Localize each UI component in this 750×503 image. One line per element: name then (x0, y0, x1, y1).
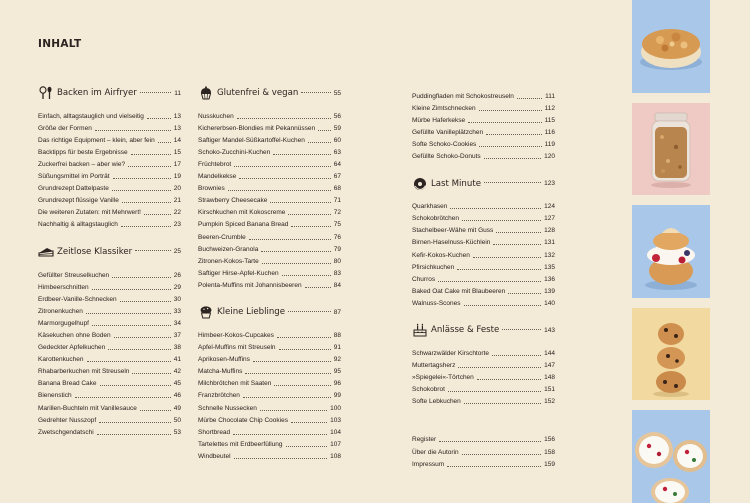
toc-entry[interactable]: Churros 136 (412, 275, 555, 283)
toc-entry[interactable]: Buchweizen-Granola 79 (198, 245, 341, 253)
tart-photo (632, 0, 710, 93)
toc-entry[interactable]: Einfach, alltagstauglich und vielseitig 13 (38, 112, 181, 120)
toc-entry[interactable]: Strawberry Cheesecake 71 (198, 197, 341, 205)
toc-entry[interactable]: Marillen-Buchteln mit Vanillesauce 49 (38, 404, 181, 412)
toc-section-glutenfrei (198, 84, 341, 289)
toc-entry[interactable]: Saftiger Mandel-Süßkartoffel-Kuchen 60 (198, 136, 341, 144)
section-heading-text: Glutenfrei & vegan (217, 88, 299, 98)
toc-entry[interactable]: Schokobrot 151 (412, 386, 555, 394)
toc-entry[interactable]: Das richtige Equipment – klein, aber fein 14 (38, 136, 181, 144)
toc-entry[interactable]: Größe der Formen 13 (38, 124, 181, 132)
toc-entry[interactable]: Mürbe Chocolate Chip Cookies 103 (198, 416, 341, 424)
toc-entry[interactable]: Erdbeer-Vanille-Schnecken 30 (38, 295, 181, 303)
section-page: 11 (174, 89, 181, 97)
toc-entry[interactable]: Nusskuchen 56 (198, 112, 341, 120)
toc-column-3 (412, 88, 555, 468)
toc-entry[interactable]: Milchbrötchen mit Saaten 96 (198, 380, 341, 388)
toc-entry[interactable]: Saftiger Hirse-Apfel-Kuchen 83 (198, 269, 341, 277)
cream-puff-photo (632, 205, 710, 298)
section-heading[interactable] (412, 175, 555, 193)
toc-entry[interactable]: Mürbe Haferkekse 115 (412, 116, 555, 124)
toc-entry[interactable]: Pumpkin Spiced Banana Bread 75 (198, 221, 341, 229)
toc-section-anlaesse (412, 321, 555, 405)
toc-entry[interactable]: Die weiteren Zutaten: mit Mehrwert! 22 (38, 209, 181, 217)
toc-entry[interactable]: Süßungsmittel im Porträt 19 (38, 173, 181, 181)
toc-entry[interactable]: Grundrezept flüssige Vanille 21 (38, 197, 181, 205)
toc-entry[interactable]: Gefüllte Vanilleplätzchen 116 (412, 128, 555, 136)
toc-entry[interactable]: Zwetschgendatschi 53 (38, 428, 181, 436)
toc-entry[interactable]: Beeren-Crumble 76 (198, 233, 341, 241)
section-page: 87 (333, 308, 341, 316)
toc-entry[interactable]: Gedeckter Apfelkuchen 38 (38, 344, 181, 352)
section-page: 55 (333, 89, 341, 97)
toc-entry[interactable]: Stachelbeer-Wähe mit Guss 128 (412, 227, 555, 235)
page-title: INHALT (38, 38, 82, 50)
toc-entry[interactable]: Impressum 159 (412, 460, 555, 468)
toc-entry[interactable]: Register 156 (412, 436, 555, 444)
toc-entry[interactable]: Kleine Zimtschnecken 112 (412, 104, 555, 112)
toc-column-1 (38, 84, 181, 436)
toc-entry[interactable]: Aprikosen-Muffins 92 (198, 356, 341, 364)
toc-entry[interactable]: Muttertagsherz 147 (412, 362, 555, 370)
toc-entry[interactable]: Zitronenkuchen 33 (38, 307, 181, 315)
toc-entry[interactable]: Nachhaltig & alltagstauglich 23 (38, 221, 181, 229)
toc-entry[interactable]: Schoko-Zucchini-Kuchen 63 (198, 148, 341, 156)
toc-entry[interactable]: Schwarzwälder Kirschtorte 144 (412, 350, 555, 357)
toc-entry[interactable]: Pfirsichkuchen 135 (412, 263, 555, 271)
cookie-stack-photo (632, 308, 710, 400)
birthday-cake-icon (412, 323, 428, 337)
toc-entry[interactable]: Früchtebrot 64 (198, 160, 341, 168)
toc-entry[interactable]: Birnen-Haselnuss-Küchlein 131 (412, 239, 555, 247)
toc-entry[interactable]: Zuckerfrei backen – aber wie? 17 (38, 160, 181, 168)
toc-entry[interactable]: Shortbread 104 (198, 428, 341, 436)
toc-entry[interactable]: Grundrezept Dattelpaste 20 (38, 185, 181, 193)
donut-icon (412, 177, 428, 191)
section-heading-text: Anlässe & Feste (431, 325, 500, 336)
toc-entry[interactable]: Softe Lebkuchen 152 (412, 398, 555, 406)
toc-entry[interactable]: Über die Autorin 158 (412, 448, 555, 456)
toc-entry[interactable]: Mandelkekse 67 (198, 173, 341, 181)
toc-entry[interactable]: Polenta-Muffins mit Johannisbeeren 84 (198, 281, 341, 289)
toc-entry[interactable]: Kirschkuchen mit Kokoscreme 72 (198, 209, 341, 217)
tartelette-photo (632, 410, 710, 503)
toc-entry[interactable]: Karottenkuchen 41 (38, 356, 181, 364)
section-heading[interactable] (38, 243, 181, 261)
toc-column-2 (198, 84, 341, 460)
toc-entry[interactable]: Käsekuchen ohne Boden 37 (38, 332, 181, 339)
whisk-spoon-icon (38, 86, 54, 100)
toc-section-appendix (412, 432, 555, 468)
toc-section-airfryer (38, 84, 181, 229)
toc-entry[interactable]: Rhabarberkuchen mit Streuseln 42 (38, 368, 181, 376)
toc-entry[interactable]: Schokobrötchen 127 (412, 215, 555, 223)
toc-entry[interactable]: Zitronen-Kokos-Tarte 80 (198, 257, 341, 265)
toc-section-klassiker (38, 243, 181, 436)
toc-entry[interactable]: Tartelettes mit Erdbeerfüllung 107 (198, 440, 341, 448)
toc-entry[interactable]: »Spiegelei«-Törtchen 148 (412, 374, 555, 382)
toc-entry[interactable]: Matcha-Muffins 95 (198, 368, 341, 376)
toc-entry[interactable]: Baked Oat Cake mit Blaubeeren 139 (412, 287, 555, 295)
section-page: 143 (544, 326, 555, 334)
toc-section-lieblinge-cont (412, 88, 555, 161)
toc-entry[interactable]: Windbeutel 108 (198, 452, 341, 460)
photo-strip (622, 0, 750, 503)
section-heading-text: Last Minute (431, 178, 481, 189)
section-heading[interactable] (198, 303, 341, 321)
section-heading[interactable] (38, 84, 181, 102)
toc-entry[interactable]: Banana Bread Cake 45 (38, 380, 181, 388)
section-heading[interactable] (412, 321, 555, 339)
toc-entry[interactable]: Himbeerschnitten 29 (38, 283, 181, 291)
toc-entry[interactable]: Quarkhasen 124 (412, 203, 555, 211)
muffin-icon (198, 305, 214, 319)
section-heading-text: Zeitlose Klassiker (57, 246, 133, 257)
toc-entry[interactable]: Backtipps für beste Ergebnisse 15 (38, 148, 181, 156)
toc-entry[interactable]: Brownies 68 (198, 185, 341, 193)
toc-entry[interactable]: Gefüllter Streuselkuchen 26 (38, 271, 181, 279)
toc-entry[interactable]: Kefir-Kokos-Kuchen 132 (412, 251, 555, 259)
section-heading-text: Backen im Airfryer (57, 88, 137, 98)
toc-entry[interactable]: Himbeer-Kokos-Cupcakes 88 (198, 332, 341, 339)
toc-entry[interactable]: Bienenstich 46 (38, 392, 181, 400)
toc-section-last-minute (412, 175, 555, 308)
toc-entry[interactable]: Softe Schoko-Cookies 119 (412, 140, 555, 148)
toc-entry[interactable]: Marmorgugelhupf 34 (38, 319, 181, 327)
toc-entry[interactable]: Schnelle Nussecken 100 (198, 404, 341, 412)
section-page: 123 (544, 180, 555, 188)
section-page: 25 (173, 248, 181, 256)
toc-entry[interactable]: Gedrehter Nusszopf 50 (38, 416, 181, 424)
cake-slice-icon (38, 245, 54, 259)
toc-entry[interactable]: Gefüllte Schoko-Donuts 120 (412, 153, 555, 161)
toc-entry[interactable]: Apfel-Muffins mit Streuseln 91 (198, 344, 341, 352)
toc-entry[interactable]: Walnuss-Scones 140 (412, 299, 555, 307)
toc-section-lieblinge (198, 303, 341, 460)
section-heading-text: Kleine Lieblinge (217, 307, 286, 318)
section-heading[interactable] (198, 84, 341, 102)
cupcake-icon (198, 86, 214, 100)
toc-entry[interactable]: Kichererbsen-Blondies mit Pekannüssen 59 (198, 124, 341, 132)
toc-entry[interactable]: Franzbrötchen 99 (198, 392, 341, 400)
jar-photo (632, 103, 710, 195)
toc-entry[interactable]: Puddingfladen mit Schokostreuseln 111 (412, 92, 555, 100)
